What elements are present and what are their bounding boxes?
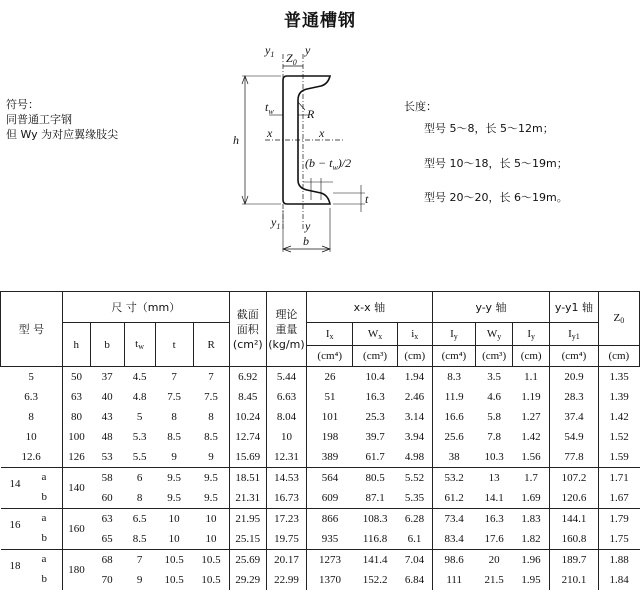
- cell-h: [62, 570, 90, 590]
- cell-z0: 1.67: [598, 488, 639, 509]
- model-cell: 10: [25, 431, 37, 443]
- cell-wx: 16.3: [365, 391, 385, 403]
- cell-h: 63: [62, 387, 90, 407]
- b-label: b: [303, 234, 309, 248]
- cell-tw: 8.5: [132, 533, 147, 545]
- cell-z0: 1.71: [598, 468, 639, 489]
- z0-label: $Z_0$: [286, 51, 297, 67]
- cell-iy1: 77.8: [550, 447, 598, 468]
- cell-iy1: 20.9: [550, 367, 598, 388]
- cell-iy1: 189.7: [550, 550, 598, 571]
- cell-iy: 1.27: [521, 411, 541, 423]
- header-tw: $t_w$: [124, 323, 155, 367]
- cell-r: 10.5: [193, 550, 229, 571]
- cell-ix: 389: [307, 447, 353, 468]
- cell-z0: 1.42: [598, 407, 639, 427]
- cell-area: 25.15: [229, 529, 266, 550]
- cell-ix: 3.94: [404, 431, 425, 443]
- model-cell: 5: [28, 371, 34, 383]
- cell-iy: 1.95: [521, 574, 541, 586]
- header-r: R: [193, 323, 229, 367]
- unit-cell: (cm): [513, 346, 550, 367]
- cell-ix: 1.94: [404, 371, 425, 383]
- r-label: R: [307, 107, 315, 121]
- cell-weight: 17.23: [266, 509, 306, 530]
- cell-r: 8.5: [204, 431, 218, 443]
- cell-area: 8.45: [229, 387, 266, 407]
- cell-z0: 1.75: [598, 529, 639, 550]
- cell-h: 100: [62, 427, 90, 447]
- cell-b: 37: [101, 371, 113, 383]
- cell-iy: 83.4: [432, 529, 475, 550]
- header-t: t: [155, 323, 193, 367]
- cell-iy: 8.3: [432, 367, 475, 388]
- length-heading: 长度：: [404, 100, 437, 113]
- symbol-note-line: 同普通工字钢: [6, 113, 72, 126]
- header-iy-moment: $I_y$: [432, 323, 475, 346]
- cell-z0: 1.35: [598, 367, 639, 388]
- symbol-note-line: 符号：: [6, 98, 39, 111]
- cell-area: 21.95: [229, 509, 266, 530]
- cell-ix: 6.1: [407, 533, 422, 545]
- cell-ix: 3.14: [404, 411, 425, 423]
- cell-wy: 5.8: [487, 411, 501, 423]
- cell-iy: 1.7: [513, 468, 550, 489]
- cell-z0: 1.59: [598, 447, 639, 468]
- cell-weight: 14.53: [266, 468, 306, 489]
- model-number: 14: [9, 478, 21, 490]
- cell-iy: 1.83: [513, 509, 550, 530]
- cell-ix: 2.46: [404, 391, 425, 403]
- cell-t: 10: [155, 509, 193, 530]
- cell-r: 10.5: [201, 574, 221, 586]
- cell-iy1: 54.9: [550, 427, 598, 447]
- cell-wy: 3.5: [487, 371, 501, 383]
- model-cell: 12.6: [21, 451, 41, 463]
- model-cell: [1, 550, 63, 571]
- cell-iy1: 120.6: [550, 488, 598, 509]
- cell-wx: 80.5: [353, 468, 397, 489]
- table-row: [1, 427, 640, 447]
- cell-weight: 5.44: [266, 367, 306, 388]
- cell-iy: 53.2: [432, 468, 475, 489]
- table-row: [1, 570, 640, 590]
- model-variant: a: [41, 553, 47, 565]
- cell-r: 10: [205, 533, 217, 545]
- header-weight-line: 理论: [275, 307, 298, 321]
- cell-h: 180: [62, 560, 90, 581]
- cell-wx: 25.3: [365, 411, 385, 423]
- cell-ix: 609: [307, 488, 353, 509]
- cell-z0: 1.88: [598, 550, 639, 571]
- header-area-line: 面积: [236, 322, 259, 336]
- cell-ix: 1370: [307, 570, 353, 590]
- cell-r: 7.5: [204, 391, 218, 403]
- cell-h: 126: [62, 447, 90, 468]
- model-variant: b: [41, 573, 47, 585]
- cell-iy: 1.82: [521, 533, 541, 545]
- cell-ix: 51: [307, 387, 353, 407]
- length-note-line: 型号 5～8，长 5～12m；: [424, 122, 554, 135]
- cell-area: 29.29: [229, 570, 266, 590]
- cell-z0: 1.84: [598, 570, 639, 590]
- header-weight-line: (kg/m): [268, 337, 305, 351]
- cell-iy: 1.19: [521, 391, 541, 403]
- y-top-label: y: [305, 43, 311, 57]
- cell-ix: 7.04: [397, 550, 432, 571]
- header-area: [229, 292, 266, 367]
- cell-b: 58: [90, 468, 124, 489]
- unit-cell: (cm⁴): [550, 346, 598, 367]
- cell-tw: 5.3: [132, 431, 147, 443]
- cell-ix: 5.52: [397, 468, 432, 489]
- model-cell: 8: [28, 411, 34, 423]
- cell-b: 53: [101, 451, 113, 463]
- cell-ix: 4.98: [404, 451, 425, 463]
- cell-area: 10.24: [229, 407, 266, 427]
- header-wy: $W_y$: [476, 323, 513, 346]
- cell-tw: 9: [136, 574, 143, 586]
- h-label: h: [233, 133, 239, 147]
- table-row: [1, 529, 640, 550]
- cell-weight: 12.31: [266, 447, 306, 468]
- cell-iy1: 28.3: [550, 387, 598, 407]
- cell-iy: 25.6: [432, 427, 475, 447]
- symbol-note-line: 但 Wy 为对应翼缘肢尖: [6, 128, 119, 141]
- table-row: [1, 387, 640, 407]
- cell-r: 10: [193, 509, 229, 530]
- cell-tw: 8: [136, 492, 143, 504]
- cell-iy: 1.69: [521, 492, 541, 504]
- cell-weight: 22.99: [266, 570, 306, 590]
- cell-wy: 17.6: [484, 533, 504, 545]
- model-cell: [1, 570, 63, 590]
- cell-ix: 6.28: [397, 509, 432, 530]
- model-number: 18: [9, 560, 21, 572]
- cell-ix: 866: [307, 509, 353, 530]
- cell-wy: 21.5: [484, 574, 504, 586]
- cell-ix: 564: [307, 468, 353, 489]
- cell-area: 6.92: [229, 367, 266, 388]
- cell-iy1: 37.4: [550, 407, 598, 427]
- cell-iy1: 144.1: [550, 509, 598, 530]
- table-row: [1, 447, 640, 468]
- cell-t: 7.5: [167, 391, 181, 403]
- table-body: [1, 367, 640, 591]
- cell-r: 9: [208, 451, 214, 463]
- cell-t: 10: [168, 533, 180, 545]
- cell-area: 15.69: [229, 447, 266, 468]
- page-title: 普通槽钢: [284, 11, 356, 31]
- header-iy1: $I_{y1}$: [550, 323, 598, 346]
- y-bottom-label: y: [305, 219, 311, 233]
- cell-area: 12.74: [229, 427, 266, 447]
- header-weight: [266, 292, 306, 367]
- model-variant: b: [41, 532, 47, 544]
- unit-cell: (cm³): [476, 346, 513, 367]
- cell-wx: 141.4: [353, 550, 397, 571]
- cell-b: 43: [101, 411, 113, 423]
- cell-h: 50: [62, 367, 90, 388]
- cell-t: 9.5: [155, 468, 193, 489]
- cell-iy: 111: [432, 570, 475, 590]
- header-model: 型 号: [1, 292, 63, 367]
- cell-area: 25.69: [229, 550, 266, 571]
- table-row: [1, 367, 640, 388]
- cell-ix: 5.35: [404, 492, 425, 504]
- table-row: [1, 550, 640, 571]
- unit-cell: (cm⁴): [307, 346, 353, 367]
- header-ix-radius: $i_x$: [397, 323, 432, 346]
- cell-tw: 4.5: [132, 371, 147, 383]
- cell-t: 8: [171, 411, 177, 423]
- cell-iy: 11.9: [432, 387, 475, 407]
- model-number: 16: [9, 519, 21, 531]
- model-variant: b: [41, 491, 47, 503]
- cell-wy: 16.3: [476, 509, 513, 530]
- cell-tw: 6.5: [124, 509, 155, 530]
- cell-wx: 152.2: [362, 574, 388, 586]
- cell-tw: 4.8: [132, 391, 147, 403]
- header-xx-axis: x-x 轴: [307, 292, 433, 323]
- cell-iy1: 210.1: [550, 570, 598, 590]
- cell-iy: 1.1: [524, 371, 538, 383]
- t-label: t: [365, 192, 369, 206]
- cell-iy1: 160.8: [550, 529, 598, 550]
- header-weight-line: 重量: [275, 322, 298, 336]
- y1-top-label: $y_1$: [265, 43, 275, 59]
- cell-b: 70: [101, 574, 113, 586]
- y1-bottom-label: $y_1$: [271, 215, 281, 231]
- cell-iy: 1.96: [513, 550, 550, 571]
- cell-wy: 7.8: [487, 431, 501, 443]
- cell-z0: 1.52: [598, 427, 639, 447]
- cell-z0: 1.79: [598, 509, 639, 530]
- cell-b: 65: [101, 533, 113, 545]
- cell-wy: 4.6: [487, 391, 501, 403]
- header-area-line: (cm²): [232, 337, 263, 351]
- table-row: [1, 468, 640, 489]
- cell-tw: 7: [124, 550, 155, 571]
- cell-ix: 6.84: [404, 574, 425, 586]
- cell-iy: 38: [432, 447, 475, 468]
- header-dimensions: 尺 寸（mm）: [62, 292, 229, 323]
- cell-t: 8.5: [167, 431, 181, 443]
- model-variant: a: [41, 471, 47, 483]
- cell-r: 8: [208, 411, 214, 423]
- cell-iy: 61.2: [432, 488, 475, 509]
- cell-ix: 1273: [307, 550, 353, 571]
- header-z0: $Z_0$: [598, 292, 639, 346]
- cell-wx: 39.7: [365, 431, 385, 443]
- header-ix-moment: $I_x$: [307, 323, 353, 346]
- header-yy-axis: y-y 轴: [432, 292, 549, 323]
- cell-b: 68: [90, 550, 124, 571]
- model-cell: [1, 468, 63, 489]
- cell-ix: 26: [307, 367, 353, 388]
- table-row: [1, 509, 640, 530]
- header-iy-radius: $I_y$: [513, 323, 550, 346]
- model-cell: [1, 529, 63, 550]
- cell-wx: 10.4: [365, 371, 385, 383]
- length-note-line: 型号 10～18，长 5～19m；: [424, 157, 568, 170]
- cell-tw: 5: [136, 411, 143, 423]
- table-row: [1, 407, 640, 427]
- unit-cell: (cm³): [353, 346, 397, 367]
- cell-area: 18.51: [229, 468, 266, 489]
- symbol-notes: [6, 97, 118, 142]
- unit-cell: (cm): [598, 346, 639, 367]
- cell-weight: 20.17: [266, 550, 306, 571]
- cell-ix: 198: [307, 427, 353, 447]
- cell-b: 48: [101, 431, 113, 443]
- cell-wy: 20: [476, 550, 513, 571]
- cell-h: 160: [62, 519, 90, 540]
- header-h: h: [62, 323, 90, 367]
- b-minus-tw-label: $(b - t_w)/2$: [305, 156, 352, 172]
- header-wx: $W_x$: [353, 323, 397, 346]
- cell-wx: 108.3: [353, 509, 397, 530]
- table-row: [1, 488, 640, 509]
- cell-iy: 1.42: [521, 431, 541, 443]
- x-left-label: x: [267, 126, 273, 140]
- cell-b: 40: [101, 391, 113, 403]
- cell-weight: 19.75: [266, 529, 306, 550]
- cell-wy: 14.1: [484, 492, 504, 504]
- cell-iy1: 107.2: [550, 468, 598, 489]
- cell-t: 7: [171, 371, 177, 383]
- cell-weight: 8.04: [266, 407, 306, 427]
- cell-h: [62, 488, 90, 509]
- cell-t: 10.5: [164, 574, 184, 586]
- cell-wx: 116.8: [362, 533, 388, 545]
- cell-wy: 10.3: [484, 451, 504, 463]
- cell-ix: 935: [307, 529, 353, 550]
- cell-t: 9.5: [167, 492, 181, 504]
- cell-tw: 6: [124, 468, 155, 489]
- cell-h: 80: [62, 407, 90, 427]
- cell-r: 9.5: [193, 468, 229, 489]
- cell-wx: 61.7: [365, 451, 385, 463]
- cell-t: 10.5: [155, 550, 193, 571]
- cell-iy: 1.56: [521, 451, 541, 463]
- header-yy1-axis: y-y1 轴: [550, 292, 598, 323]
- unit-cell: (cm): [397, 346, 432, 367]
- cell-r: 7: [208, 371, 214, 383]
- model-cell: [1, 509, 63, 530]
- cell-area: 21.31: [229, 488, 266, 509]
- model-cell: 6.3: [24, 391, 39, 403]
- cell-weight: 16.73: [266, 488, 306, 509]
- cell-h: [62, 529, 90, 550]
- cell-wx: 87.1: [365, 492, 385, 504]
- cell-r: 9.5: [204, 492, 218, 504]
- cell-iy: 16.6: [432, 407, 475, 427]
- header-b: b: [90, 323, 124, 367]
- length-note-line: 型号 20～20，长 6～19m。: [424, 191, 568, 204]
- cell-ix: 101: [307, 407, 353, 427]
- model-cell: [1, 488, 63, 509]
- cell-iy: 73.4: [432, 509, 475, 530]
- cell-iy: 98.6: [432, 550, 475, 571]
- cell-weight: 6.63: [266, 387, 306, 407]
- channel-section-diagram: [225, 40, 395, 262]
- channel-spec-table: [0, 291, 640, 590]
- cell-b: 60: [101, 492, 113, 504]
- cell-t: 9: [171, 451, 177, 463]
- x-right-label: x: [319, 126, 325, 140]
- unit-cell: (cm⁴): [432, 346, 475, 367]
- cell-weight: 10: [266, 427, 306, 447]
- model-variant: a: [41, 512, 47, 524]
- cell-tw: 5.5: [132, 451, 147, 463]
- cell-wy: 13: [476, 468, 513, 489]
- cell-b: 63: [90, 509, 124, 530]
- tw-label: $t_w$: [265, 100, 274, 116]
- cell-z0: 1.39: [598, 387, 639, 407]
- header-area-line: 截面: [236, 307, 259, 321]
- cell-h: 140: [62, 478, 90, 499]
